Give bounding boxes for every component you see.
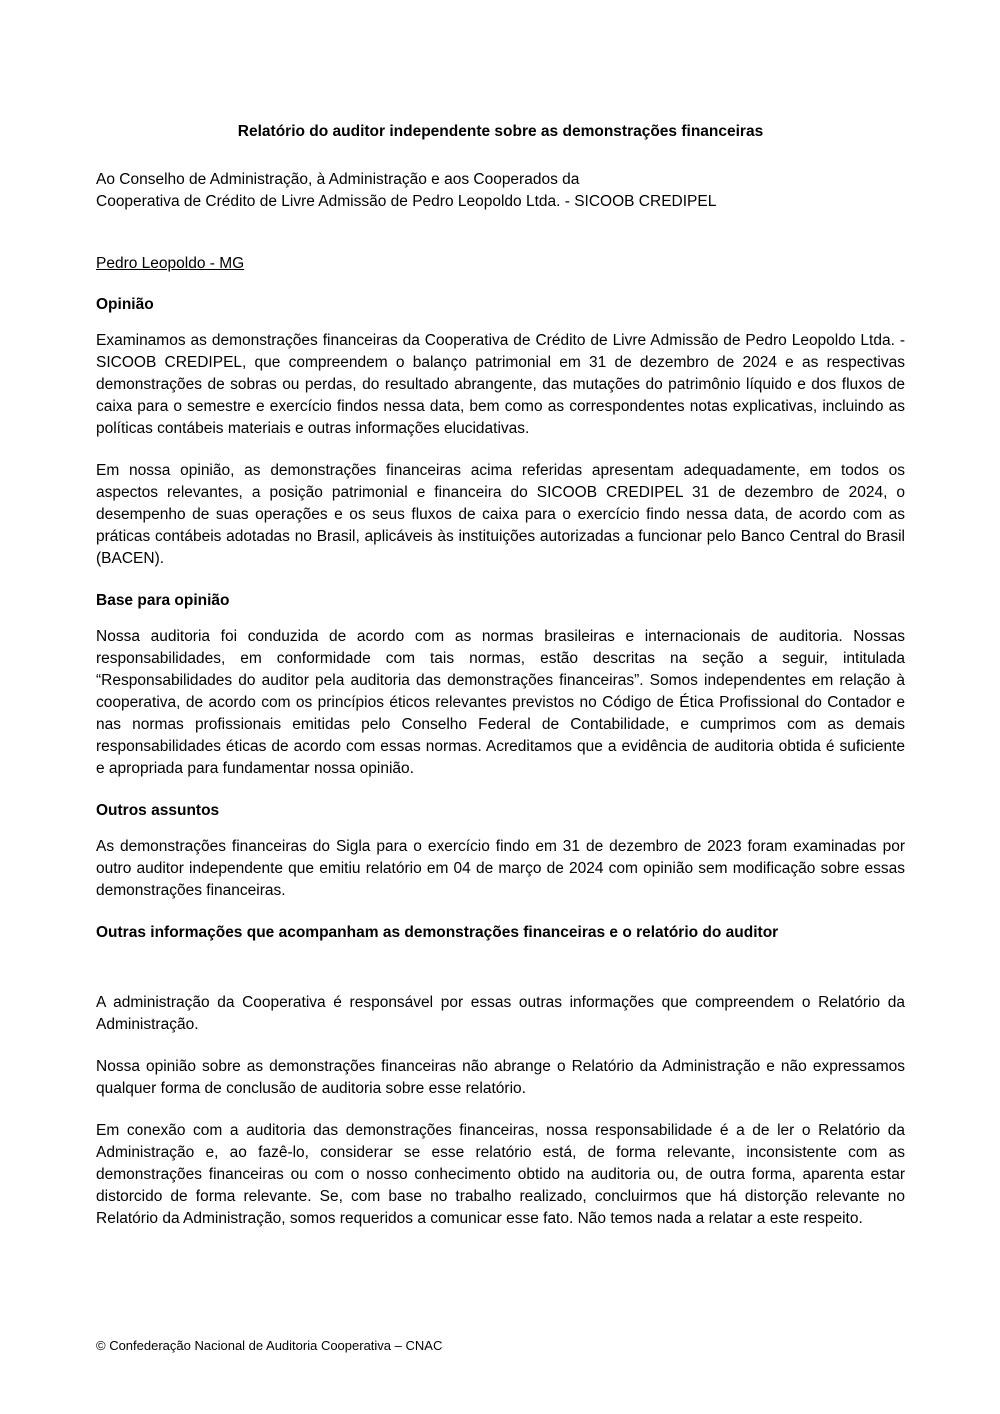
section-heading-opiniao: Opinião [96,296,154,313]
document-title: Relatório do auditor independente sobre as demonstrações financeiras [237,123,764,140]
addressee-block [96,169,905,213]
section-heading-base-para-opiniao: Base para opinião [96,592,230,609]
paragraph-opiniao-1: Examinamos as demonstrações financeiras da Cooperativa de Crédito de Livre Admissão de Pedro Leopoldo Ltda. - SICOOB CREDIPEL, que compreendem o balanço patrimonial em 31 de dezembro de 2024 e as respectivas demonstrações de sobras ou perdas, do resultado abrangente, das mutações do patrimônio líquido e dos fluxos de caixa para o semestre e exercício findos nessa data, bem como as correspondentes notas explicativas, incluindo as políticas contábeis materiais e outras informações elucidativas. [96,332,905,437]
section-heading-outras-informacoes: Outras informações que acompanham as demonstrações financeiras e o relatório do auditor [96,924,779,941]
section-heading-outros-assuntos: Outros assuntos [96,802,220,819]
paragraph-opiniao-2: Em nossa opinião, as demonstrações financeiras acima referidas apresentam adequadamente, em todos os aspectos relevantes, a posição patrimonial e financeira do SICOOB CREDIPEL 31 de dezembro de 2024, o desempenho de suas operações e os seus fluxos de caixa para o exercício findo nessa data, de acordo com as práticas contábeis adotadas no Brasil, aplicáveis às instituições autorizadas a funcionar pelo Banco Central do Brasil (BACEN). [96,462,905,567]
location-text: Pedro Leopoldo - MG [96,255,245,272]
paragraph-outras-informacoes-1: A administração da Cooperativa é responsável por essas outras informações que compreendem o Relatório da Administração. [96,994,905,1033]
paragraph-outras-informacoes-2: Nossa opinião sobre as demonstrações financeiras não abrange o Relatório da Administração e não expressamos qualquer forma de conclusão de auditoria sobre esse relatório. [96,1058,905,1097]
footer-copyright: © Confederação Nacional de Auditoria Cooperativa – CNAC [96,1338,443,1353]
paragraph-outros-assuntos-1: As demonstrações financeiras do Sigla para o exercício findo em 31 de dezembro de 2023 foram examinadas por outro auditor independente que emitiu relatório em 04 de março de 2024 com opinião sem modificação sobre essas demonstrações financeiras. [96,838,905,899]
addressee-line-1: Ao Conselho de Administração, à Administração e aos Cooperados da [96,171,580,188]
addressee-line-2: Cooperativa de Crédito de Livre Admissão de Pedro Leopoldo Ltda. - SICOOB CREDIPEL [96,193,717,210]
paragraph-base-para-opiniao-1: Nossa auditoria foi conduzida de acordo com as normas brasileiras e internacionais de auditoria. Nossas responsabilidades, em conformidade com tais normas, estão descritas na seção a seguir, intitulada “Responsabilidades do auditor pela auditoria das demonstrações financeiras”. Somos independentes em relação à cooperativa, de acordo com os princípios éticos relevantes previstos no Código de Ética Profissional do Contador e nas normas profissionais emitidas pelo Conselho Federal de Contabilidade, e cumprimos com as demais responsabilidades éticas de acordo com essas normas. Acreditamos que a evidência de auditoria obtida é suficiente e apropriada para fundamentar nossa opinião. [96,628,905,777]
location-line [96,253,905,275]
paragraph-outras-informacoes-3: Em conexão com a auditoria das demonstrações financeiras, nossa responsabilidade é a de ler o Relatório da Administração e, ao fazê-lo, considerar se esse relatório está, de forma relevante, inconsistente com as demonstrações financeiras ou com o nosso conhecimento obtido na auditoria ou, de outra forma, aparenta estar distorcido de forma relevante. Se, com base no trabalho realizado, concluirmos que há distorção relevante no Relatório da Administração, somos requeridos a comunicar esse fato. Não temos nada a relatar a este respeito. [96,1122,905,1227]
